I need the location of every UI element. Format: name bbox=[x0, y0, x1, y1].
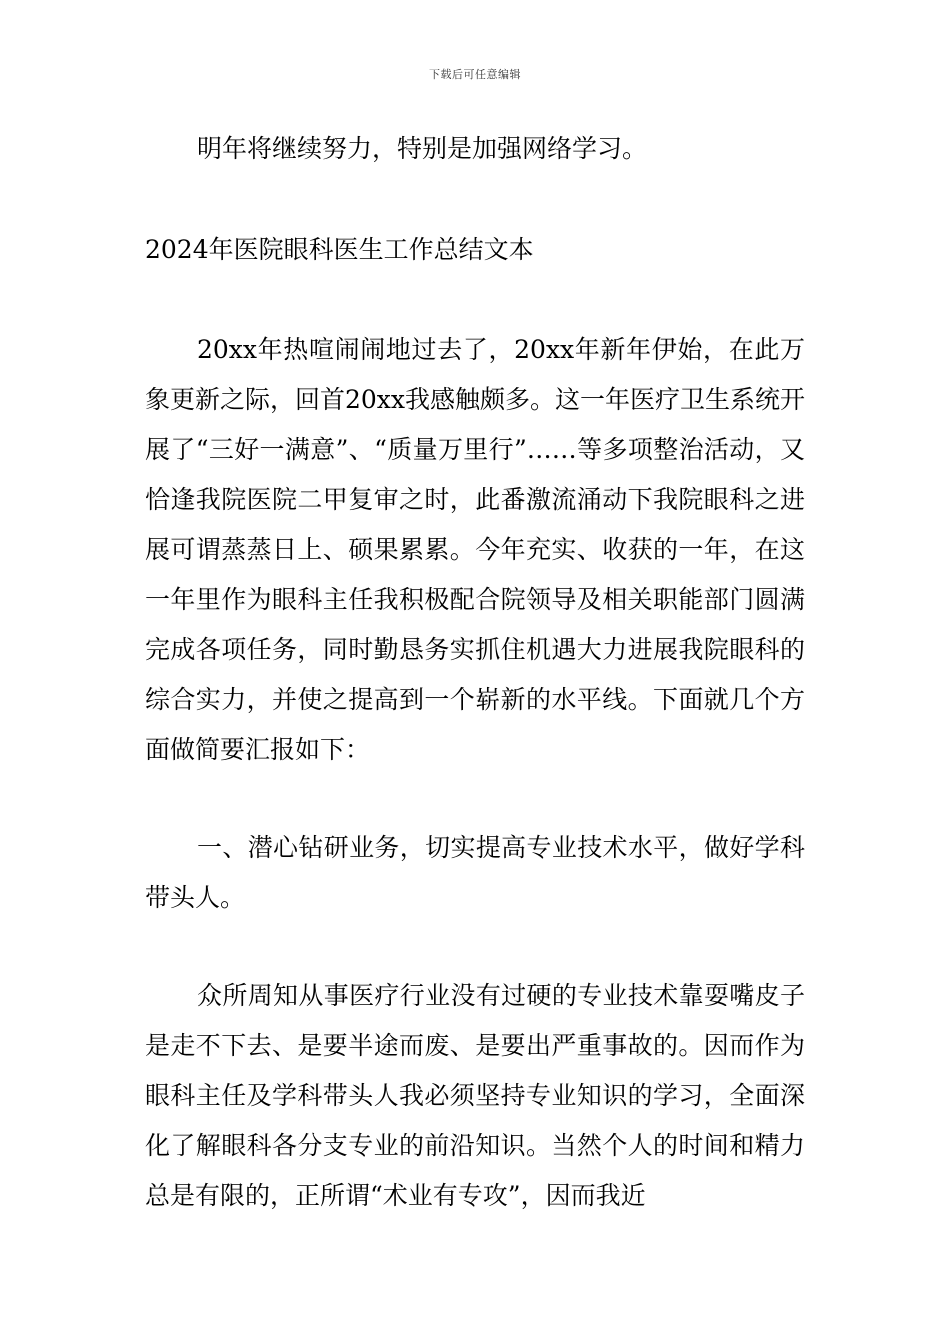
paragraph-section-one-body: 众所周知从事医疗行业没有过硬的专业技术靠耍嘴皮子是走不下去、是要半途而废、是要出严重事故的。因而作为眼科主任及学科带头人我必须坚持专业知识的学习，全面深化了解眼科各分支专业的前沿知识。当然个人的时间和精力总是有限的，正所谓“术业有专攻”，因而我近 bbox=[145, 981, 805, 1210]
document-title: 2024年医院眼科医生工作总结文本 bbox=[145, 235, 534, 264]
section-heading-one: 一、潜心钻研业务，切实提高专业技术水平，做好学科带头人。 bbox=[145, 833, 805, 912]
paragraph-intro: 20xx年热喧闹闹地过去了，20xx年新年伊始，在此万象更新之际，回首20xx我感触颇多。这一年医疗卫生系统开展了“三好一满意”、“质量万里行”……等多项整治活动，又恰逢我院医院二甲复审之时，此番激流涌动下我院眼科之进展可谓蒸蒸日上、硕果累累。今年充实、收获的一年，在这一年里作为眼科主任我积极配合院领导及相关职能部门圆满完成各项任务，同时勤恳务实抓住机遇大力进展我院眼科的综合实力，并使之提高到一个崭新的水平线。下面就几个方面做简要汇报如下： bbox=[145, 335, 806, 764]
page-header-note: 下载后可任意编辑 bbox=[429, 68, 521, 81]
paragraph-closing-line: 明年将继续努力，特别是加强网络学习。 bbox=[197, 134, 648, 163]
